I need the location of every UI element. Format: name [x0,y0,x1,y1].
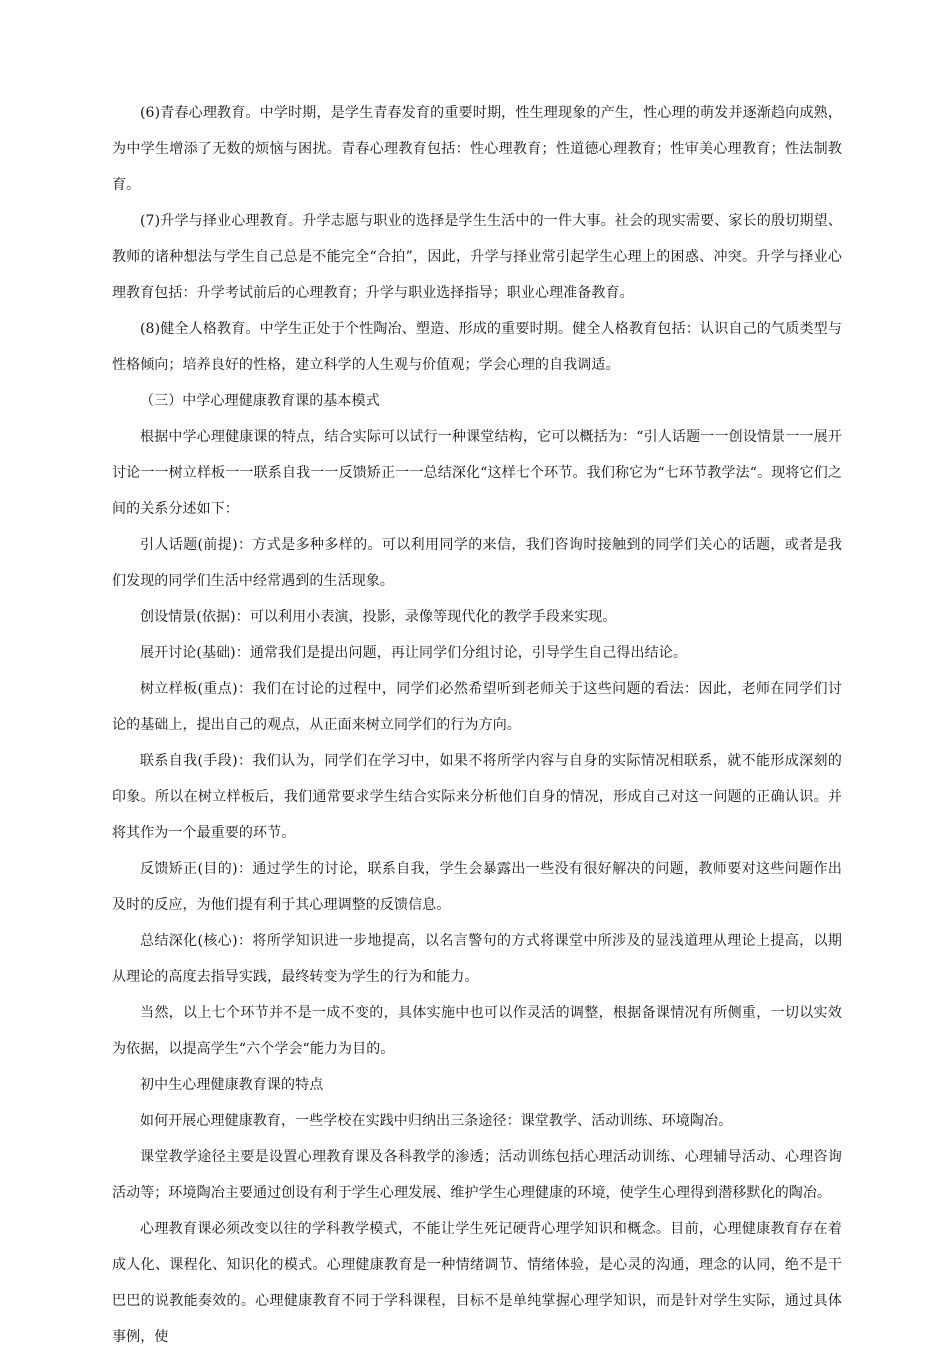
paragraph-step-self-connection: 联系自我(手段)：我们认为，同学们在学习中，如果不将所学内容与自身的实际情况相联系，就不能形成深刻的印象。所以在树立样板后，我们通常要求学生结合实际来分析他们自身的情况，形成自己对这一问题的正确认识。并将其作为一个最重要的环节。 [112,753,842,841]
paragraph-path-details: 课堂教学途径主要是设置心理教育课及各科教学的渗透；活动训练包括心理活动训练、心理辅导活动、心理咨询活动等；环境陶冶主要通过创设有利于学生心理发展、维护学生心理健康的环境，使学生心理得到潜移默化的陶冶。 [112,1149,842,1201]
paragraph-course-reform: 心理教育课必须改变以往的学科教学模式，不能让学生死记硬背心理学知识和概念。目前，心理健康教育存在着成人化、课程化、知识化的模式。心理健康教育是一种情绪调节、情绪体验，是心灵的沟通，理念的认同，绝不是干巴巴的说教能奏效的。心理健康教育不同于学科课程，目标不是单纯掌握心理学知识，而是针对学生实际，通过具体事例，使 [112,1221,842,1345]
paragraph-step-create-scene: 创设情景(依据)：可以利用小表演，投影，录像等现代化的教学手段来实现。 [140,609,617,625]
paragraph-step-model: 树立样板(重点)：我们在讨论的过程中，同学们必然希望听到老师关于这些问题的看法：因此，老师在同学们讨论的基础上，提出自己的观点，从正面来树立同学们的行为方向。 [112,681,842,733]
paragraph-youth-psychology: (6)青春心理教育。中学时期，是学生青春发育的重要时期，性生理现象的产生，性心理的萌发并逐渐趋向成熟，为中学生增添了无数的烦恼与困扰。青春心理教育包括：性心理教育；性道德心理教育；性审美心理教育；性法制教育。 [112,105,842,193]
paragraph-flexibility-note: 当然，以上七个环节并不是一成不变的，具体实施中也可以作灵活的调整，根据备课情况有所侧重，一切以实效为依据，以提高学生“六个学会“能力为目的。 [112,1005,842,1057]
section-heading-basic-model: （三）中学心理健康教育课的基本模式 [140,393,380,409]
paragraph-step-feedback: 反馈矫正(目的)：通过学生的讨论，联系自我，学生会暴露出一些没有很好解决的问题，教师要对这些问题作出及时的反应，为他们提有利于其心理调整的反馈信息。 [112,861,842,913]
document-body [112,95,842,1355]
paragraph-step-discussion: 展开讨论(基础)：通常我们是提出问题，再让同学们分组讨论，引导学生自己得出结论。 [140,645,687,661]
paragraph-career-psychology: (7)升学与择业心理教育。升学志愿与职业的选择是学生生活中的一件大事。社会的现实需要、家长的殷切期望、教师的诸种想法与学生自己总是不能完全“合拍”，因此，升学与择业常引起学生心理上的困惑、冲突。升学与择业心理教育包括：升学考试前后的心理教育；升学与职业选择指导；职业心理准备教育。 [112,213,842,301]
section-heading-junior-features: 初中生心理健康教育课的特点 [140,1077,324,1093]
paragraph-step-summary: 总结深化(核心)：将所学知识进一步地提高，以名言警句的方式将课堂中所涉及的显浅道理从理论上提高，以期从理论的高度去指导实践，最终转变为学生的行为和能力。 [112,933,842,985]
paragraph-personality: (8)健全人格教育。中学生正处于个性陶冶、塑造、形成的重要时期。健全人格教育包括：认识自己的气质类型与性格倾向；培养良好的性格，建立科学的人生观与价值观；学会心理的自我调适。 [112,321,842,373]
paragraph-step-introduce-topic: 引人话题(前提)：方式是多种多样的。可以利用同学的来信，我们咨询时接触到的同学们关心的话题，或者是我们发现的同学们生活中经常遇到的生活现象。 [112,537,842,589]
paragraph-seven-steps-intro: 根据中学心理健康课的特点，结合实际可以试行一种课堂结构，它可以概括为：“引人话题一一创设情景一一展开讨论一一树立样板一一联系自我一一反馈矫正一一总结深化“这样七个环节。我们称它为“七环节教学法“。现将它们之间的关系分述如下： [112,429,842,517]
paragraph-three-paths: 如何开展心理健康教育，一些学校在实践中归纳出三条途径：课堂教学、活动训练、环境陶冶。 [140,1113,733,1129]
